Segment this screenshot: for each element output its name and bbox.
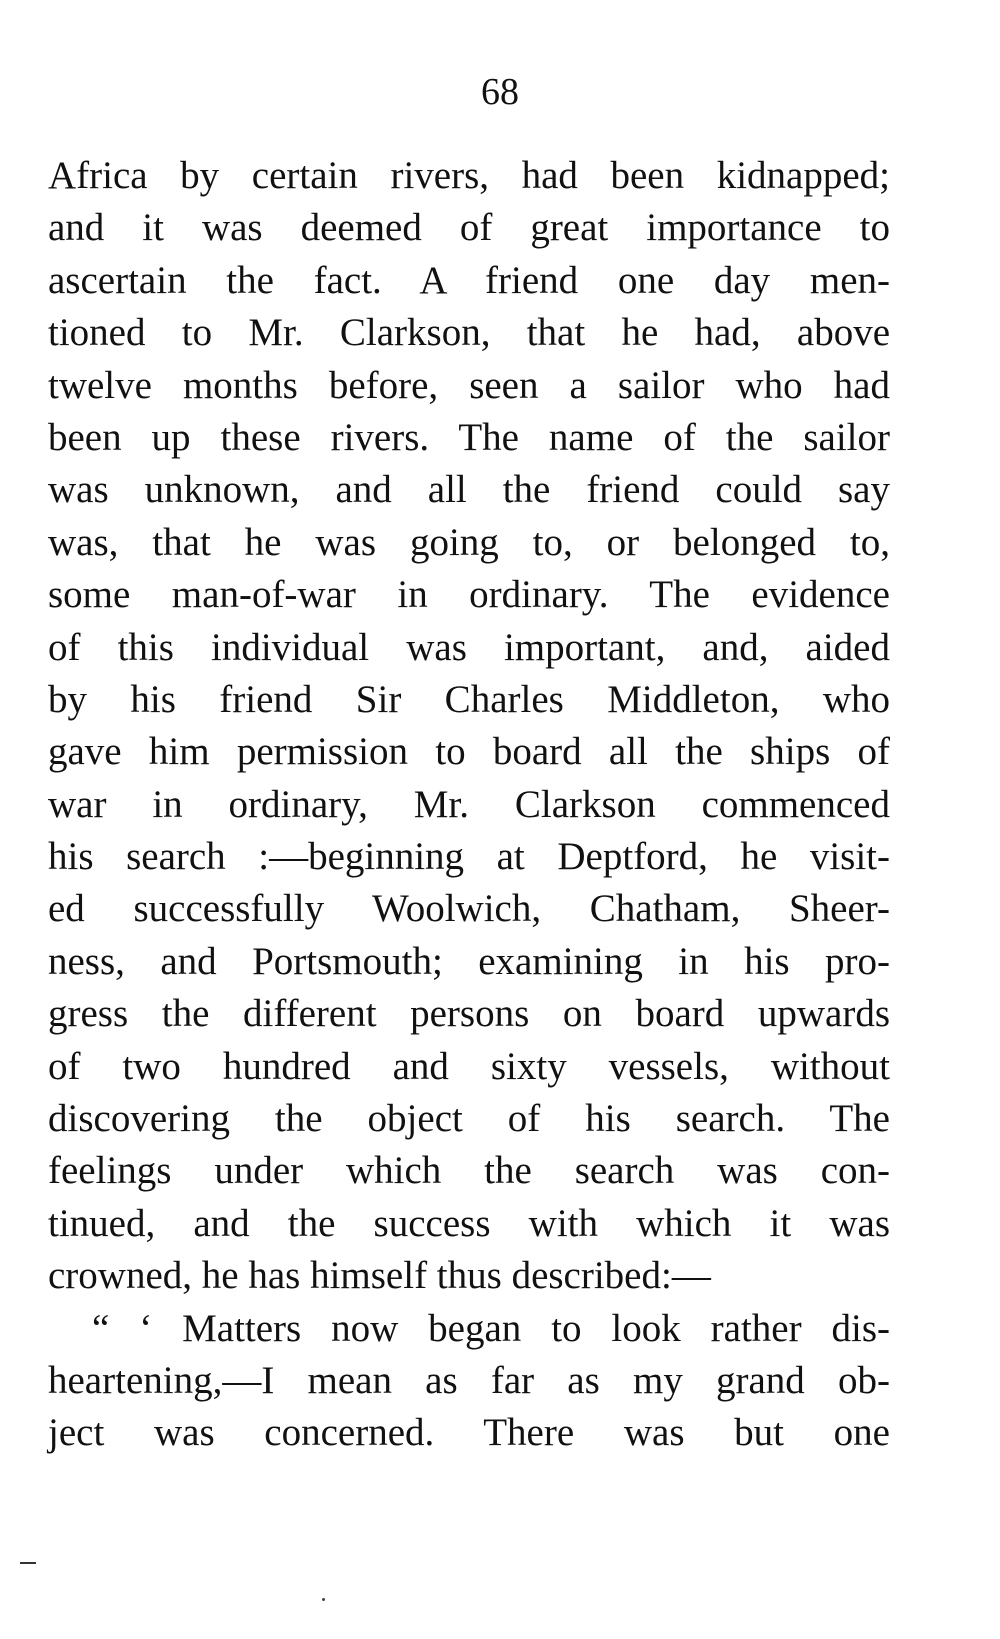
print-speck [322, 1598, 325, 1601]
text-line: gave him permission to board all the ships of [48, 730, 890, 774]
text-line: of this individual was important, and, aided [48, 625, 890, 669]
text-line: and it was deemed of great importance to [48, 206, 890, 250]
text-line: gress the different persons on board upwards [48, 992, 890, 1036]
text-line: feelings under which the search was con- [48, 1149, 890, 1193]
text-line: ascertain the fact. A friend one day men- [48, 258, 890, 302]
text-line: some man-of-war in ordinary. The evidence [48, 573, 890, 617]
text-line: tinued, and the success with which it was [48, 1201, 890, 1245]
text-line: twelve months before, seen a sailor who had [48, 363, 890, 407]
text-line: was, that he was going to, or belonged to, [48, 520, 890, 564]
quote-start-line: “ ‘ Matters now began to look rather dis- [92, 1306, 890, 1350]
text-line: his search :—beginning at Deptford, he visit- [48, 835, 890, 879]
text-line: ness, and Portsmouth; examining in his pro- [48, 939, 890, 983]
text-line: ject was concerned. There was but one [48, 1411, 890, 1455]
text-line: by his friend Sir Charles Middleton, who [48, 677, 890, 721]
body-text [48, 150, 890, 1460]
text-line: heartening,—I mean as far as my grand ob- [48, 1358, 890, 1402]
page-number: 68 [481, 71, 519, 113]
text-line: of two hundred and sixty vessels, without [48, 1044, 890, 1088]
text-line: tioned to Mr. Clarkson, that he had, above [48, 311, 890, 355]
text-line: was unknown, and all the friend could say [48, 468, 890, 512]
text-line: Africa by certain rivers, had been kidnapped; [48, 154, 890, 197]
paragraph-end-line: crowned, he has himself thus described:— [48, 1254, 711, 1298]
text-line: ed successfully Woolwich, Chatham, Sheer- [48, 887, 890, 931]
margin-mark [20, 1562, 36, 1564]
text-line: war in ordinary, Mr. Clarkson commenced [48, 782, 890, 826]
text-line: been up these rivers. The name of the sailor [48, 415, 890, 459]
text-line: discovering the object of his search. The [48, 1097, 890, 1141]
